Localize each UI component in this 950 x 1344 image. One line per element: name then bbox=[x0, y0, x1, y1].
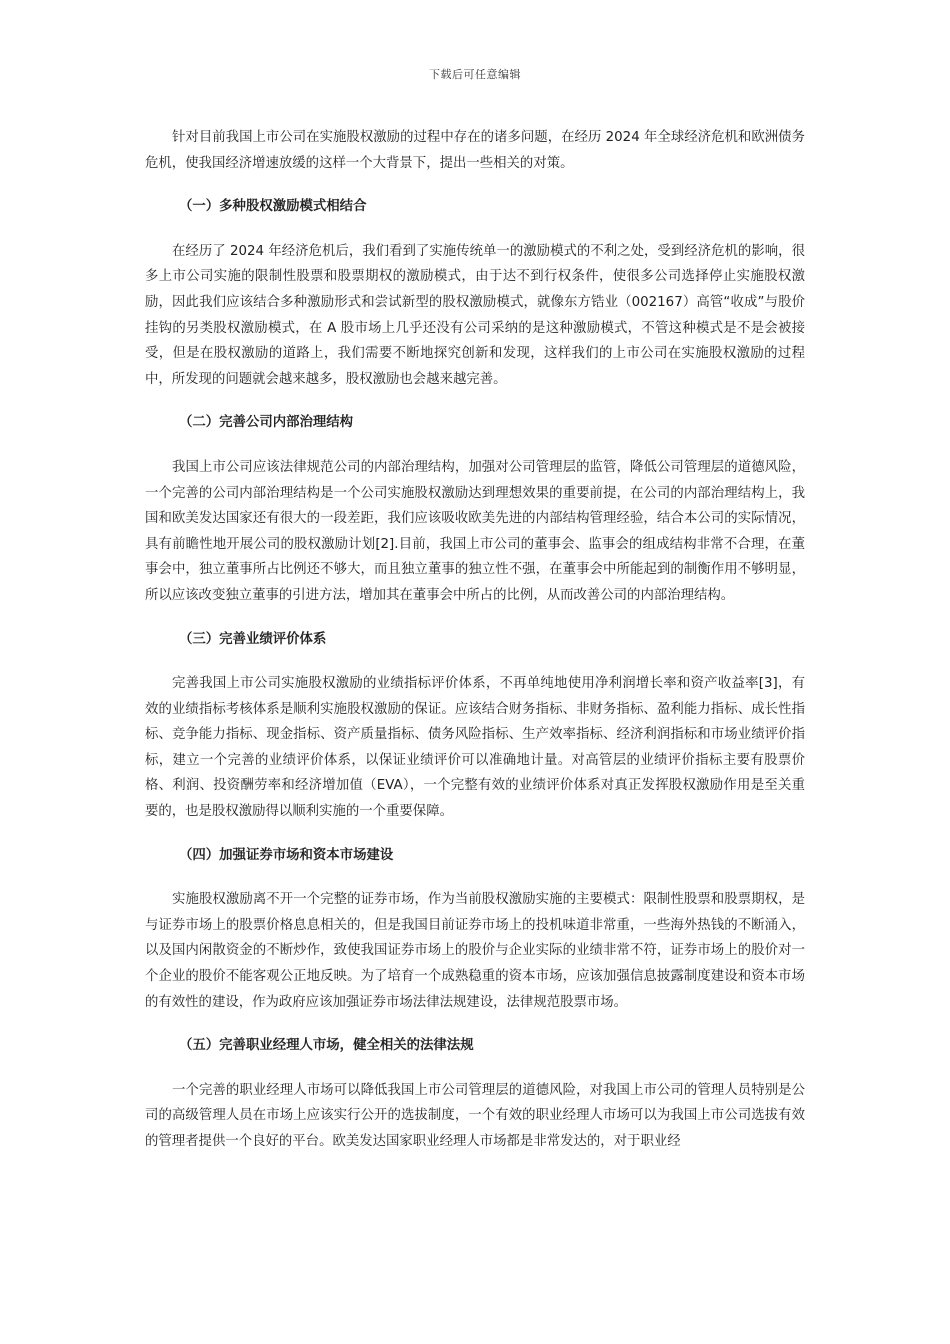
section-heading-3: （三）完善业绩评价体系 bbox=[179, 631, 327, 647]
section-body-2: 我国上市公司应该法律规范公司的内部治理结构，加强对公司管理层的监管，降低公司管理层的道德风险，一个完善的公司内部治理结构是一个公司实施股权激励达到理想效果的重要前提，在公司的内部治理结构上，我国和欧美发达国家还有很大的一段差距，我们应该吸收欧美先进的内部结构管理经验，结合本公司的实际情况，具有前瞻性地开展公司的股权激励计划[2].目前，我国上市公司的董事会、监事会的组成结构非常不合理，在董事会中，独立董事所占比例还不够大，而且独立董事的独立性不强，在董事会中所能起到的制衡作用不够明显，所以应该改变独立董事的引进方法，增加其在董事会中所占的比例，从而改善公司的内部治理结构。 bbox=[145, 459, 805, 603]
intro-paragraph: 针对目前我国上市公司在实施股权激励的过程中存在的诸多问题，在经历 2024 年全球经济危机和欧洲债务危机，使我国经济增速放缓的这样一个大背景下，提出一些相关的对策。 bbox=[145, 130, 805, 171]
section-body-1: 在经历了 2024 年经济危机后，我们看到了实施传统单一的激励模式的不利之处，受到经济危机的影响，很多上市公司实施的限制性股票和股票期权的激励模式，由于达不到行权条件，使很多公司选择停止实施股权激励，因此我们应该结合多种激励形式和尝试新型的股权激励模式，就像东方锆业（002167）高管“收成”与股价挂钩的另类股权激励模式，在 A 股市场上几乎还没有公司采纳的是这种激励模式，不管这种模式是不是会被接受，但是在股权激励的道路上，我们需要不断地探究创新和发现，这样我们的上市公司在实施股权激励的过程中，所发现的问题就会越来越多，股权激励也会越来越完善。 bbox=[145, 243, 805, 387]
section-heading-1: （一）多种股权激励模式相结合 bbox=[179, 199, 367, 215]
section-heading-4: （四）加强证券市场和资本市场建设 bbox=[179, 847, 394, 863]
section-body-3: 完善我国上市公司实施股权激励的业绩指标评价体系，不再单纯地使用净利润增长率和资产收益率[3]，有效的业绩指标考核体系是顺利实施股权激励的保证。应该结合财务指标、非财务指标、盈利能力指标、成长性指标、竞争能力指标、现金指标、资产质量指标、债务风险指标、生产效率指标、经济利润指标和市场业绩评价指标，建立一个完善的业绩评价体系，以保证业绩评价可以准确地计量。对高管层的业绩评价指标主要有股票价格、利润、投资酬劳率和经济增加值（EVA），一个完整有效的业绩评价体系对真正发挥股权激励作用是至关重要的，也是股权激励得以顺利实施的一个重要保障。 bbox=[145, 676, 805, 820]
section-heading-2: （二）完善公司内部治理结构 bbox=[179, 415, 354, 431]
header-note: 下载后可任意编辑 bbox=[429, 68, 521, 81]
section-body-5: 一个完善的职业经理人市场可以降低我国上市公司管理层的道德风险，对我国上市公司的管理人员特别是公司的高级管理人员在市场上应该实行公开的选拔制度，一个有效的职业经理人市场可以为我国上市公司选拔有效的管理者提供一个良好的平台。欧美发达国家职业经理人市场都是非常发达的，对于职业经 bbox=[145, 1082, 805, 1149]
section-heading-5: （五）完善职业经理人市场，健全相关的法律法规 bbox=[179, 1038, 474, 1054]
document-body bbox=[145, 125, 805, 1155]
section-body-4: 实施股权激励离不开一个完整的证券市场，作为当前股权激励实施的主要模式：限制性股票和股票期权，是与证券市场上的股票价格息息相关的，但是我国目前证券市场上的投机味道非常重，一些海外热钱的不断涌入，以及国内闲散资金的不断炒作，致使我国证券市场上的股价与企业实际的业绩非常不符，证券市场上的股价对一个企业的股价不能客观公正地反映。为了培育一个成熟稳重的资本市场，应该加强信息披露制度建设和资本市场的有效性的建设，作为政府应该加强证券市场法律法规建设，法律规范股票市场。 bbox=[145, 892, 805, 1010]
